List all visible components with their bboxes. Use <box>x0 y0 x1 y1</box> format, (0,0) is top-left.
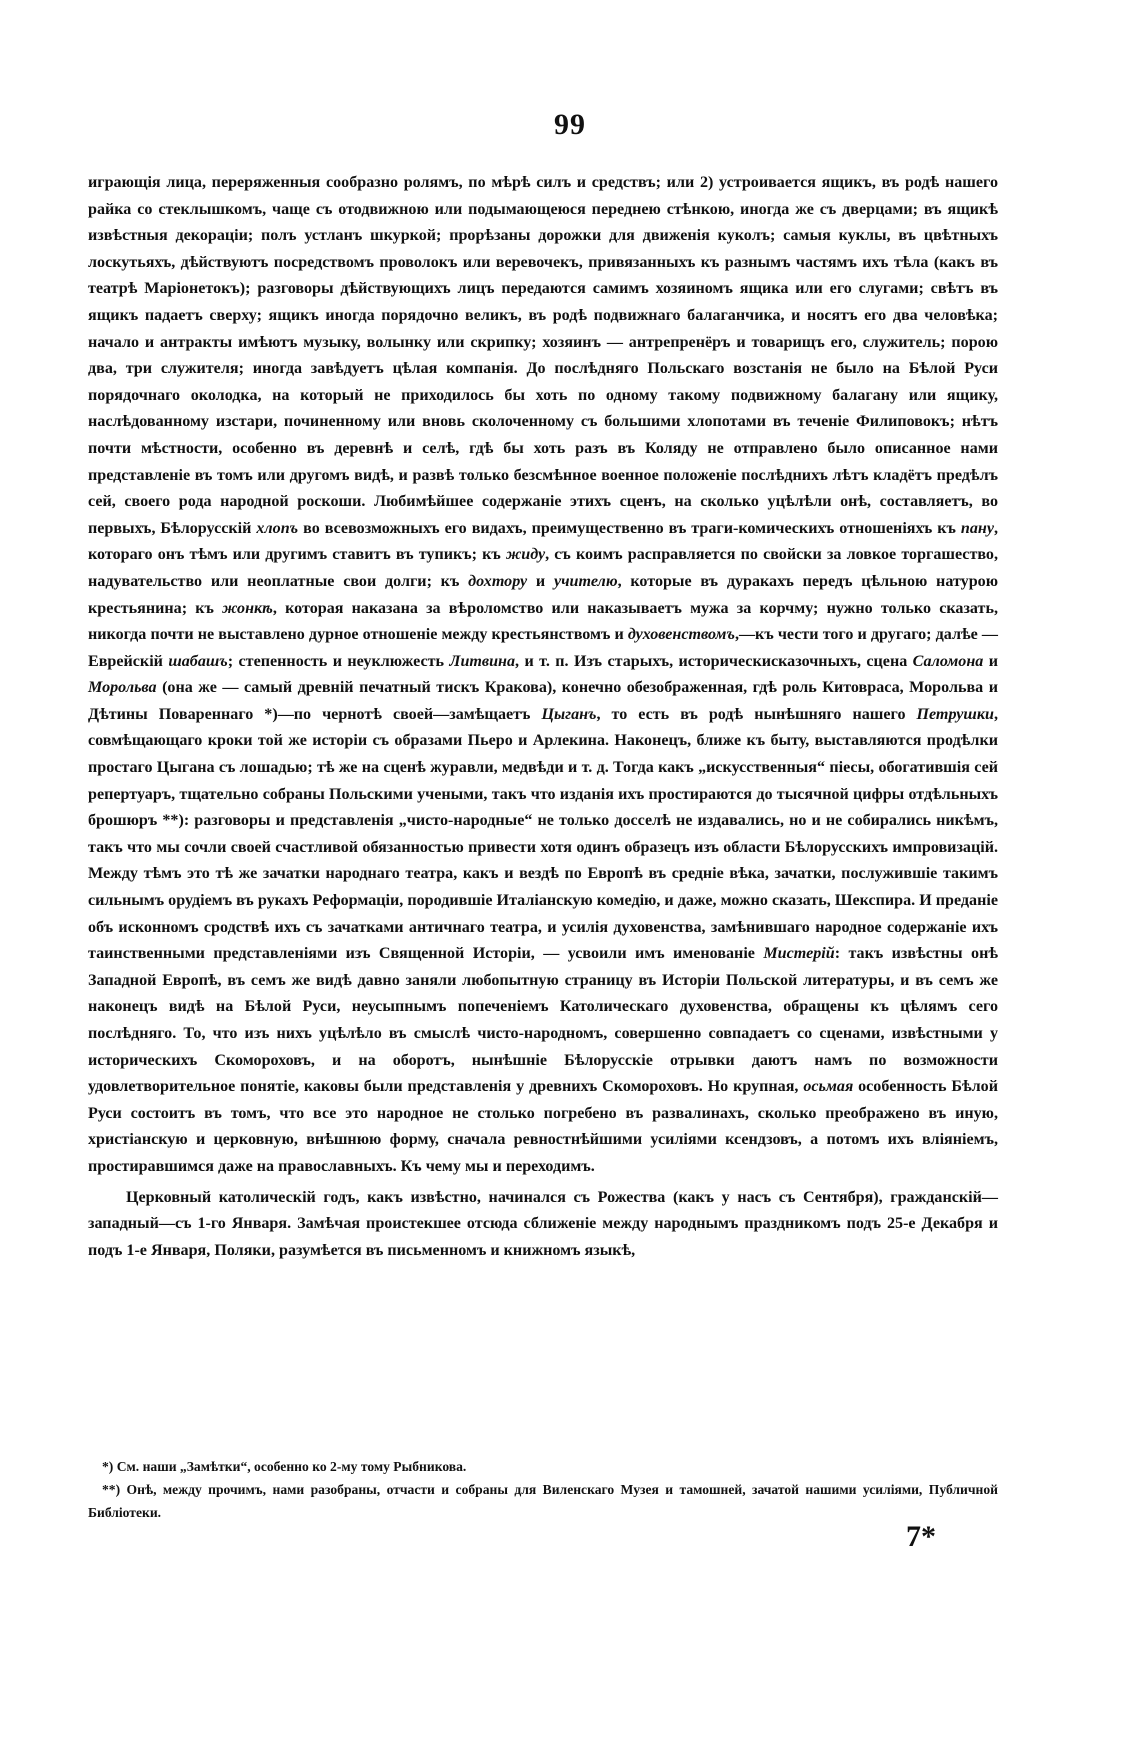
text-run: , котораго онъ тѣмъ или другимъ ставитъ въ тупикъ; къ <box>88 519 998 564</box>
emphasis: Мистерій <box>763 945 835 963</box>
main-text <box>88 170 998 1264</box>
emphasis: пану <box>960 519 994 537</box>
footnotes <box>88 1455 998 1524</box>
text-run: , которая наказана за вѣроломство или наказываетъ мужа за корчму; нужно только сказать, никогда почти не выставлено дурное отношеніе между крестьянствомъ и <box>88 599 998 644</box>
signature-mark: 7* <box>906 1520 936 1553</box>
footnote: **) Онѣ, между прочимъ, нами разобраны, отчасти и собраны для Виленскаго Музея и тамошней, зачатой нашими усиліями, Публичной Библіотеки. <box>88 1482 998 1520</box>
text-run: , которые въ дуракахъ передъ цѣльною натурою крестьянина; къ <box>88 572 998 617</box>
text-run: , съ коимъ расправляется по свойски за ловкое торгашество, надувательство или неоплатные свои долги; къ <box>88 546 998 590</box>
emphasis: шабашъ <box>168 652 228 670</box>
emphasis: дохтору <box>468 572 528 590</box>
text-run: : такъ извѣстны онѣ Западной Европѣ, въ семъ же видѣ давно заняли любопытную страницу въ Исторіи Польской литературы, и въ семъ же наконецъ видѣ на Бѣлой Руси, неусыпнымъ попеченіемъ Католическаго духовенства, обращены къ цѣлямъ сего послѣдняго. То, что изъ нихъ уцѣлѣло въ смыслѣ чисто-народномъ, совершенно совпадаетъ со сценами, извѣстными у историческихъ Скомороховъ, и на оборотъ, нынѣшніе Бѣлорусскіе отрывки даютъ намъ по возможности удовлетворительное понятіе, каковы были представленія у древнихъ Скомороховъ. Но крупная, <box>88 945 999 1096</box>
emphasis: Саломона <box>912 652 984 670</box>
text-run: , совмѣщающаго кроки той же исторіи съ образами Пьеро и Арлекина. Наконецъ, ближе къ быту, выставляются продѣлки простаго Цыгана съ лошадью; тѣ же на сценѣ журавли, медвѣди и т. д. Тогда какъ „искусственныя“ піесы, обогатившія сей репертуаръ, тщательно собраны Польскими учеными, такъ что изданія ихъ простираются до тысячной цифры отдѣльныхъ брошюръ **): разговоры и представленія „чисто-народные“ не только досселѣ не издавались, но и не собирались никѣмъ, такъ что мы сочли своей счастливой обязанностью привести хотя одинъ образецъ изъ области Бѣлорусскихъ импровизацій. Между тѣмъ это тѣ же зачатки народнаго театра, какъ и вездѣ по Европѣ въ средніе вѣка, зачатки, послужившіе такимъ сильнымъ орудіемъ въ рукахъ Реформаціи, породившіе Италіанскую комедію, и даже, можно сказать, Шекспира. И преданіе объ исконномъ сродствѣ ихъ съ зачатками античнаго театра, и усилія духовенства, замѣнившаго народное содержаніе ихъ таинственными представленіями изъ Священной Исторіи, — усвоили имъ именованіе <box>88 705 998 963</box>
emphasis: учителю <box>553 572 618 590</box>
emphasis: осьмая <box>803 1078 854 1096</box>
text-run: ; степенность и неуклюжесть <box>227 652 450 670</box>
emphasis: жонкѣ <box>222 599 273 617</box>
emphasis: Петрушки <box>916 705 994 723</box>
text-run: и <box>983 652 998 670</box>
page-number: 99 <box>554 108 586 141</box>
footnote: *) См. наши „Замѣтки“, особенно ко 2-му тому Рыбникова. <box>102 1459 467 1474</box>
text-run: (она же — самый древній печатный тискъ Кракова), конечно обезображенная, гдѣ роль Китовраса, Морольва и Дѣтины Повареннаго *)—по чернотѣ своей—замѣщаетъ <box>88 679 998 723</box>
emphasis: Цыганъ <box>541 705 597 723</box>
text-run: и <box>527 572 554 590</box>
text-run: , и т. п. Изъ старыхъ, историческисказочныхъ, сцена <box>515 652 913 670</box>
text-run: во всевозможныхъ его видахъ, преимущественно въ траги-комическихъ отношеніяхъ къ <box>298 519 961 537</box>
emphasis: хлопъ <box>256 519 299 537</box>
emphasis: Морольва <box>88 679 157 697</box>
text-run: особенность Бѣлой Руси состоитъ въ томъ, что все это народное не столько погребено въ развалинахъ, сколько преображено въ иную, христіанскую и церковную, внѣшнюю форму, сначала ревностнѣйшими усиліями ксендзовъ, а потомъ ихъ вліяніемъ, простиравшимся даже на православныхъ. Къ чему мы и переходимъ. <box>88 1078 998 1175</box>
text-run: ,—къ чести того и другаго; далѣе — Еврейскій <box>88 626 999 670</box>
paragraph: Церковный католическій годъ, какъ извѣстно, начинался съ Рожества (какъ у насъ съ Сентября), гражданскій—западный—съ 1-го Января. Замѣчая проистекшее отсюда сближеніе между народнымъ праздникомъ подъ 25-е Декабря и подъ 1-е Января, Поляки, разумѣется въ письменномъ и книжномъ языкѣ, <box>88 1188 998 1259</box>
emphasis: духовенствомъ <box>627 626 735 644</box>
text-run: играющія лица, переряженныя сообразно ролямъ, по мѣрѣ силъ и средствъ; или 2) устроивается ящикъ, въ родѣ нашего райка со стеклышкомъ, чаще съ отодвижною или подымающеюся переднею стѣнкою, иногда же съ дверцами; въ ящикѣ извѣстныя декораціи; полъ устланъ шкуркой; прорѣзаны дорожки для движенія куколъ; самыя куклы, въ цвѣтныхъ лоскутьяхъ, дѣйствуютъ посредствомъ проволокъ или веревочекъ, привязанныхъ къ разнымъ частямъ ихъ тѣла (какъ въ театрѣ Маріонетокъ); разговоры дѣйствующихъ лицъ передаются самимъ хозяиномъ ящика или его слугами; свѣтъ въ ящикъ падаетъ сверху; ящикъ иногда порядочно великъ, въ родѣ подвижнаго балаганчика, и носятъ его два человѣка; начало и антракты имѣютъ музыку, волынку или скрипку; хозяинъ — антрепренёръ и товарищъ его, служитель; порою два, три служителя; иногда завѣдуетъ цѣлая компанія. До послѣдняго Польскаго возстанія не было на Бѣлой Руси порядочнаго околодка, на который не приходилось бы хоть по одному такому подвижному балагану или ящику, наслѣдованному изстари, починенному или вновь сколоченному съ большими хлопотами въ теченіе Филиповокъ; нѣтъ почти мѣстности, особенно въ деревнѣ и селѣ, гдѣ бы хоть разъ въ Коляду не отправлено было описанное нами представленіе въ томъ или другомъ видѣ, и развѣ только безсмѣнное военное положеніе послѣднихъ лѣтъ кладётъ предѣлъ сей, своего рода народной роскоши. Любимѣйшее содержаніе этихъ сценъ, на сколько уцѣлѣли онѣ, составляетъ, во первыхъ, Бѣлорусскій <box>88 174 998 537</box>
emphasis: Литвина <box>449 652 516 670</box>
paragraph <box>88 170 998 1181</box>
text-run: , то есть въ родѣ нынѣшняго нашего <box>596 705 917 723</box>
emphasis: жиду <box>505 546 546 564</box>
